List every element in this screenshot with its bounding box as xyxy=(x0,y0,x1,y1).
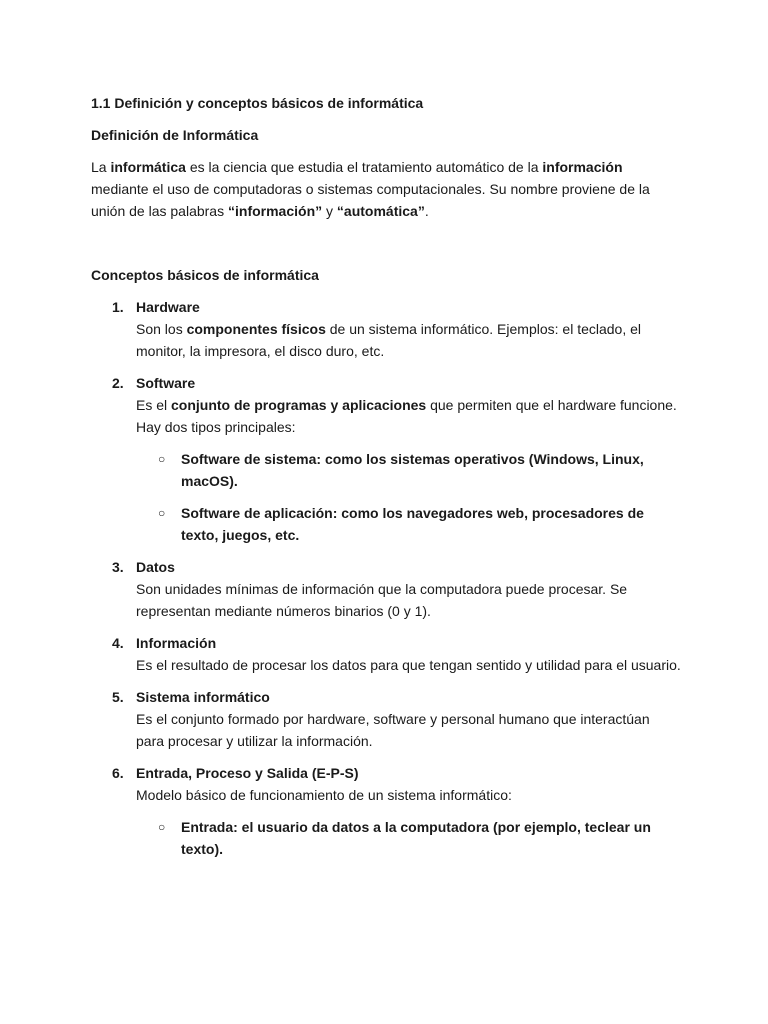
concept-item-informacion xyxy=(91,632,681,676)
concept-number: 1. xyxy=(112,299,124,315)
concept-desc-bold: componentes físicos xyxy=(186,321,326,337)
concept-description xyxy=(136,318,681,362)
concept-item-hardware xyxy=(91,296,681,362)
concepts-list xyxy=(91,296,681,860)
sub-list-item xyxy=(136,502,681,546)
concepts-heading: Conceptos básicos de informática xyxy=(91,267,319,283)
intro-text-2: es la ciencia que estudia el tratamiento automático de la xyxy=(185,159,543,175)
concept-desc-before: Son los xyxy=(136,321,187,337)
sub-item-text: Entrada: el usuario da datos a la computadora (por ejemplo, teclear un texto). xyxy=(181,819,651,857)
circle-bullet-icon: ○ xyxy=(158,820,166,834)
concept-number: 4. xyxy=(112,635,124,651)
circle-bullet-icon: ○ xyxy=(158,452,166,466)
definition-heading: Definición de Informática xyxy=(91,127,259,143)
intro-text-4: y xyxy=(322,203,337,219)
document-heading: 1.1 Definición y conceptos básicos de informática xyxy=(91,95,424,111)
concept-description: Son unidades mínimas de información que la computadora puede procesar. Se representan mediante números binarios (0 y 1). xyxy=(136,581,628,619)
sub-item-text: Software de sistema: como los sistemas operativos (Windows, Linux, macOS). xyxy=(181,451,644,489)
sub-list-item xyxy=(136,448,681,492)
concept-title: Entrada, Proceso y Salida (E-P-S) xyxy=(136,765,359,781)
intro-text-1: La xyxy=(91,159,111,175)
concept-title: Información xyxy=(136,635,217,651)
intro-text-5: . xyxy=(424,203,429,219)
intro-bold-informacion: información xyxy=(542,159,623,175)
intro-bold-word-1: “información” xyxy=(228,203,323,219)
concept-desc-bold: conjunto de programas y aplicaciones xyxy=(171,397,427,413)
eps-steps-list xyxy=(136,816,681,860)
concept-description: Es el resultado de procesar los datos para que tengan sentido y utilidad para el usuario. xyxy=(136,657,681,673)
concept-description: Modelo básico de funcionamiento de un sistema informático: xyxy=(136,787,512,803)
concept-item-eps xyxy=(91,762,681,860)
concept-number: 6. xyxy=(112,765,124,781)
intro-bold-informatica: informática xyxy=(110,159,186,175)
concept-number: 5. xyxy=(112,689,124,705)
concept-item-sistema-informatico xyxy=(91,686,681,752)
circle-bullet-icon: ○ xyxy=(158,506,166,520)
concept-title: Hardware xyxy=(136,299,200,315)
concept-desc-after: que permiten que el hardware funcione. Hay dos tipos principales: xyxy=(136,397,677,435)
concept-desc-after: de un sistema informático. Ejemplos: el teclado, el monitor, la impresora, el disco duro, etc. xyxy=(136,321,642,359)
document-page xyxy=(91,92,681,870)
intro-text-3: mediante el uso de computadoras o sistemas computacionales. Su nombre proviene de la unión de las palabras xyxy=(91,181,650,219)
concept-desc-before: Es el xyxy=(136,397,172,413)
concept-number: 2. xyxy=(112,375,124,391)
sub-list-item xyxy=(136,816,681,860)
concept-description: Es el conjunto formado por hardware, software y personal humano que interactúan para procesar y utilizar la información. xyxy=(136,711,650,749)
intro-paragraph xyxy=(91,156,681,222)
intro-bold-word-2: “automática” xyxy=(336,203,425,219)
concept-title: Datos xyxy=(136,559,175,575)
software-types-list xyxy=(136,448,681,546)
concept-item-datos xyxy=(91,556,681,622)
concept-number: 3. xyxy=(112,559,124,575)
concept-item-software xyxy=(91,372,681,546)
sub-item-text: Software de aplicación: como los navegadores web, procesadores de texto, juegos, etc. xyxy=(181,505,644,543)
concept-title: Sistema informático xyxy=(136,689,270,705)
concept-title: Software xyxy=(136,375,196,391)
concept-description xyxy=(136,394,681,438)
